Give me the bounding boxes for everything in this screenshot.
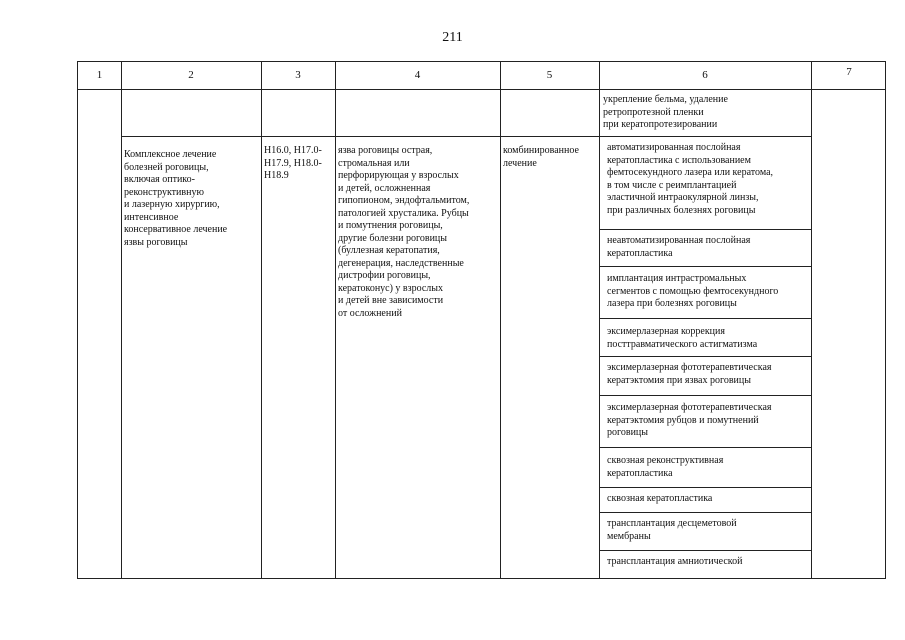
- method-item: эксимерлазерная коррекция посттравматического астигматизма: [607, 326, 758, 350]
- header-col-2: 2: [188, 69, 194, 81]
- method-item: неавтоматизированная послойная кератопластика: [607, 235, 751, 259]
- row2-diagnosis-text: язва роговицы острая, стромальная или перфорирующая у взрослых и детей, осложненная гипопионом, эндофтальмитом, патологией хрусталика. Рубцы и помутнения роговицы, другие болезни роговицы (буллезная кератопатия, дегенерация, наследственные дистрофии роговицы, кератоконус) у взрослых и детей вне зависимости от осложнений: [338, 145, 470, 319]
- col-divider-4: [500, 62, 501, 578]
- col-divider-1: [121, 62, 122, 578]
- method-divider: [599, 266, 811, 267]
- header-col-6: 6: [702, 69, 708, 81]
- method-divider: [599, 550, 811, 551]
- col-divider-3: [335, 62, 336, 578]
- method-divider: [599, 395, 811, 396]
- col-divider-5: [599, 62, 600, 578]
- method-item: сквозная реконструктивная кератопластика: [607, 455, 724, 479]
- row-divider: [121, 136, 811, 137]
- method-divider: [599, 318, 811, 319]
- row1-method-text: укрепление бельма, удаление ретропротезной пленки при кератопротезировании: [603, 94, 728, 130]
- header-col-5: 5: [546, 69, 553, 81]
- method-item: трансплантация амниотической: [607, 556, 743, 567]
- method-item: эксимерлазерная фототерапевтическая кератэктомия при язвах роговицы: [607, 362, 772, 386]
- col-divider-2: [261, 62, 262, 578]
- method-item: трансплантация десцеметовой мембраны: [607, 518, 737, 542]
- method-divider: [599, 512, 811, 513]
- row2-icd-codes: H16.0, H17.0- H17.9, H18.0- H18.9: [264, 145, 322, 181]
- header-col-3: 3: [295, 69, 301, 81]
- table-header-row: [78, 62, 885, 90]
- method-divider: [599, 487, 811, 488]
- method-divider: [599, 356, 811, 357]
- header-col-1: 1: [96, 69, 103, 81]
- row2-profile-text: Комплексное лечение болезней роговицы, включая оптико- реконструктивную и лазерную хирургию, интенсивное консервативное лечение язвы роговицы: [124, 149, 228, 248]
- method-item: имплантация интрастромальных сегментов с помощью фемтосекундного лазера при болезнях роговицы: [607, 273, 779, 309]
- method-divider: [599, 447, 811, 448]
- method-item: автоматизированная послойная кератопластика с использованием фемтосекундного лазера или кератома, в том числе с реимплантацией эластичной интраокулярной линзы, при различных болезнях роговицы: [607, 142, 774, 216]
- method-divider: [599, 229, 811, 230]
- header-col-4: 4: [414, 69, 421, 81]
- page-number: 211: [442, 30, 463, 45]
- header-col-7: 7: [846, 66, 852, 78]
- procedure-table: [77, 61, 886, 579]
- method-item: сквозная кератопластика: [607, 493, 713, 504]
- method-item: эксимерлазерная фототерапевтическая кератэктомия рубцов и помутнений роговицы: [607, 402, 772, 438]
- row2-treatment-type: комбинированное лечение: [503, 145, 579, 169]
